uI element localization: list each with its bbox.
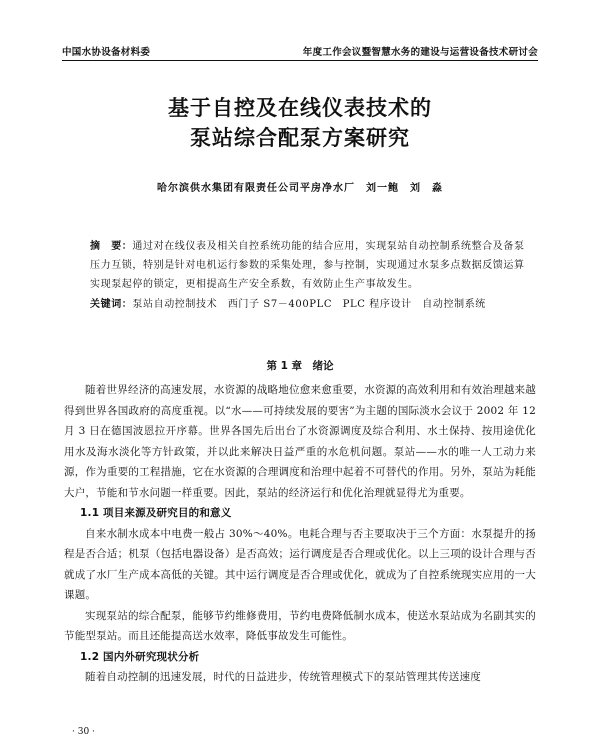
abstract-text: 通过对在线仪表及相关自控系统功能的结合应用，实现泵站自动控制系统整合及备泵压力互锁，特别是针对电机运行参数的采集处理，参与控制，实现通过水泵多点数据反馈运算实现泵起停的锁定，更相提高生产安全系数，有效防止生产事故发生。 [90,241,525,290]
title-line-1: 基于自控及在线仪表技术的 [168,95,432,120]
header-rule [62,60,538,61]
subsection-heading-1-2: 1.2 国内外研究现状分析 [80,650,200,663]
subsection-heading-1-1: 1.1 项目来源及研究目的和意义 [80,507,232,519]
paragraph-2: 自来水制水成本中电费一般占 30%～40%。电耗合理与否主要取决于三个方面：水泵提升的扬程是否合适；机泵（包括电器设备）是否高效；运行调度是否合理或优化。以上三项的设计合理与否就成了水厂生产成本高低的关键。其中运行调度是否合理或优化，就成为了自控系统现实应用的一大课题。 [64,527,536,601]
paragraph-4: 随着自动控制的迅速发展，时代的日益进步，传统管理模式下的泵站管理其传送速度 [85,671,481,683]
abstract-block [90,237,534,314]
abstract [90,237,534,294]
keywords-text: 泵站自动控制技术 西门子 S7－400PLC PLC 程序设计 自动控制系统 [132,299,486,310]
section-heading: 第 1 章 绪论 [266,360,334,372]
keywords-label: 关键词： [90,299,133,310]
title-line-2: 泵站综合配泵方案研究 [190,125,410,150]
header-right: 年度工作会议暨智慧水务的建设与运营设备技术研讨会 [302,47,538,58]
body-text [64,380,536,688]
abstract-label: 摘 要： [90,241,133,252]
paper-title [0,93,600,153]
keywords [90,295,534,314]
page-number: · 30 · [72,727,95,737]
header-left: 中国水协设备材料委 [62,47,151,58]
paragraph-3: 实现泵站的综合配泵，能够节约维修费用，节约电费降低制水成本，使送水泵站成为名副其实的节能型泵站。而且还能提高送水效率，降低事故发生可能性。 [64,609,536,642]
paragraph-1: 随着世界经济的高速发展，水资源的战略地位愈来愈重要，水资源的高效利用和有效治理越来越得到世界各国政府的高度重视。以“水——可持续发展的要害”为主题的国际淡水会议于 2002 年 12 月 3 日在德国波恩拉开序幕。世界各国先后出台了水资源调度及综合利用、水土保持、按用途优化用水及海水淡化等方针政策，并以此来解决日益严重的水危机问题。泵站——水的唯一人工动力来源，作为重要的工程措施，它在水资源的合理调度和治理中起着不可替代的作用。另外，泵站为耗能大户，节能和节水问题一样重要。因此，泵站的经济运行和优化治理就显得尤为重要。 [64,384,536,499]
authors: 哈尔滨供水集团有限责任公司平房净水厂 刘一鲍 刘 淼 [157,183,443,194]
running-header [62,40,538,58]
